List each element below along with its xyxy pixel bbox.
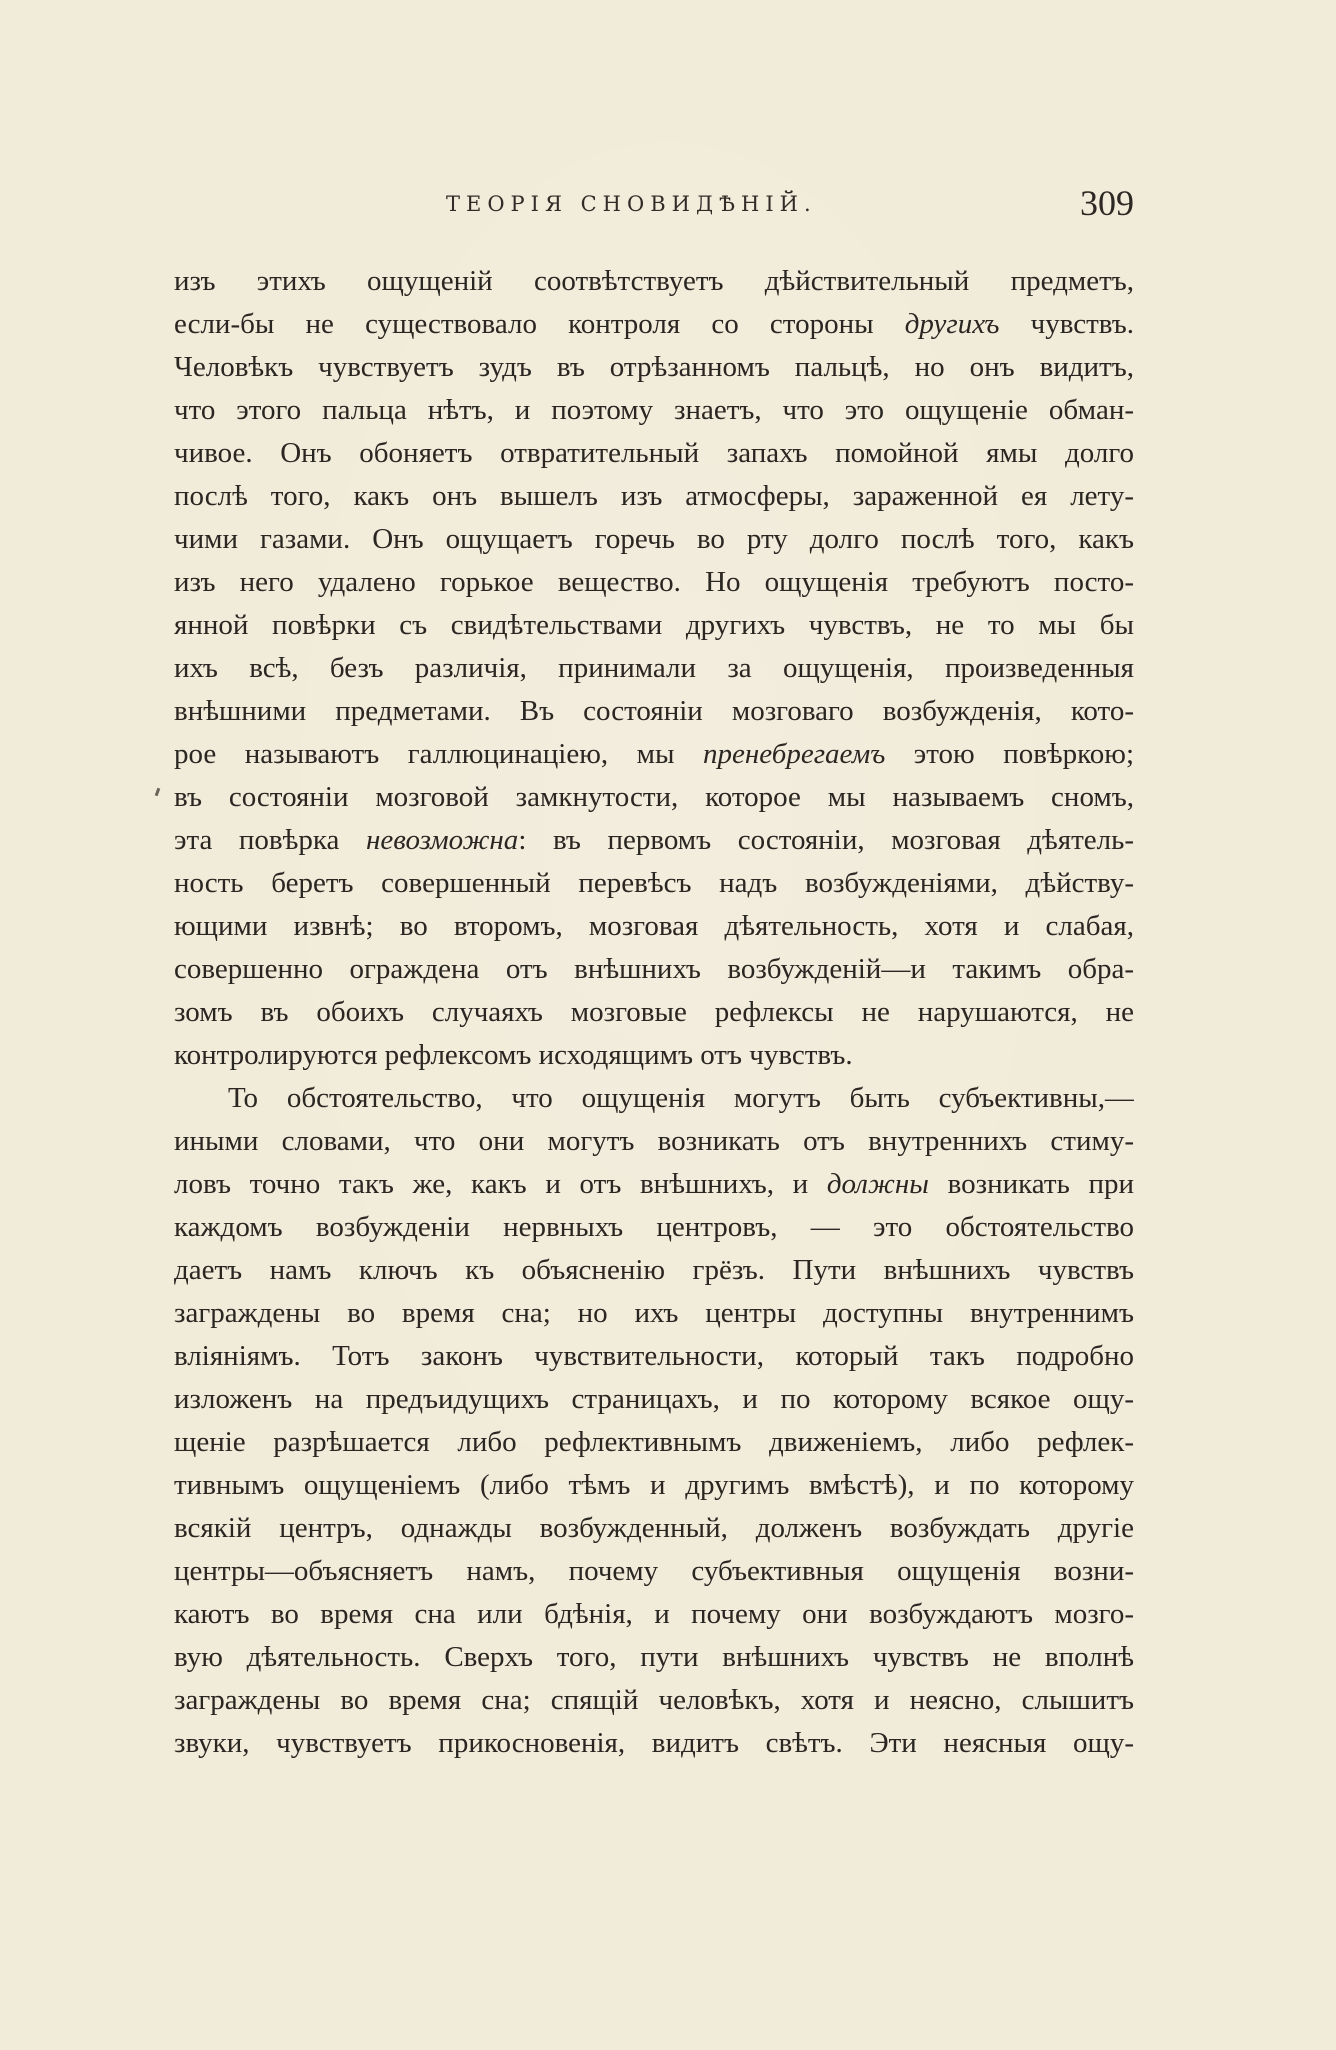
text-line: ловъ точно такъ же, какъ и отъ внѣшнихъ, и должны возникать при bbox=[174, 1168, 1134, 1200]
text-line: послѣ того, какъ онъ вышелъ изъ атмосферы, зараженной ея лету- bbox=[174, 480, 1134, 512]
paragraph-2 bbox=[174, 1077, 1134, 1765]
text-line: чими газами. Онъ ощущаетъ горечь во рту долго послѣ того, какъ bbox=[174, 523, 1134, 555]
text-line: всякій центръ, однажды возбужденный, долженъ возбуждать другіе bbox=[174, 1512, 1134, 1544]
text-line: каютъ во время сна или бдѣнія, и почему они возбуждаютъ мозго- bbox=[174, 1598, 1134, 1630]
text-line: вую дѣятельность. Сверхъ того, пути внѣшнихъ чувствъ не вполнѣ bbox=[174, 1641, 1134, 1673]
ink-speck bbox=[155, 788, 161, 797]
text-line: даетъ намъ ключъ къ объясненію грёзъ. Пути внѣшнихъ чувствъ bbox=[174, 1254, 1134, 1286]
text-line: изъ него удалено горькое вещество. Но ощущенія требуютъ посто- bbox=[174, 566, 1134, 598]
text-line: въ состояніи мозговой замкнутости, которое мы называемъ сномъ, bbox=[174, 781, 1134, 813]
page-header bbox=[174, 182, 1134, 226]
text-line: если-бы не существовало контроля со стороны другихъ чувствъ. bbox=[174, 308, 1134, 340]
text-line: рое называютъ галлюцинаціею, мы пренебрегаемъ этою повѣркою; bbox=[174, 738, 1134, 770]
text-line: щеніе разрѣшается либо рефлективнымъ движеніемъ, либо рефлек- bbox=[174, 1426, 1134, 1458]
text-line: ность беретъ совершенный перевѣсъ надъ возбужденіями, дѣйству- bbox=[174, 867, 1134, 899]
text-line: внѣшними предметами. Въ состояніи мозговаго возбужденія, кото- bbox=[174, 695, 1134, 727]
text-line: иными словами, что они могутъ возникать отъ внутреннихъ стиму- bbox=[174, 1125, 1134, 1157]
italic-emphasis: невозможна bbox=[365, 824, 519, 856]
text-line: ющими извнѣ; во второмъ, мозговая дѣятельность, хотя и слабая, bbox=[174, 910, 1134, 942]
text-line: совершенно ограждена отъ внѣшнихъ возбужденій—и такимъ обра- bbox=[174, 953, 1134, 985]
text-line: контролируются рефлексомъ исходящимъ отъ чувствъ. bbox=[174, 1039, 853, 1071]
text-line: янной повѣрки съ свидѣтельствами другихъ чувствъ, не то мы бы bbox=[174, 609, 1134, 641]
text-line: Человѣкъ чувствуетъ зудъ въ отрѣзанномъ пальцѣ, но онъ видитъ, bbox=[174, 351, 1134, 383]
italic-emphasis: другихъ bbox=[904, 308, 1000, 340]
text-line: изложенъ на предъидущихъ страницахъ, и по которому всякое ощу- bbox=[174, 1383, 1134, 1415]
text-line: изъ этихъ ощущеній соотвѣтствуетъ дѣйствительный предметъ, bbox=[174, 265, 1134, 297]
running-title: ТЕОРІЯ СНОВИДѢНІЙ. bbox=[446, 192, 817, 216]
text-line: вліяніямъ. Тотъ законъ чувствительности, который такъ подробно bbox=[174, 1340, 1134, 1372]
text-line: каждомъ возбужденіи нервныхъ центровъ, — это обстоятельство bbox=[174, 1211, 1134, 1243]
text-line: ихъ всѣ, безъ различія, принимали за ощущенія, произведенныя bbox=[174, 652, 1134, 684]
text-line: звуки, чувствуетъ прикосновенія, видитъ свѣтъ. Эти неясныя ощу- bbox=[174, 1727, 1134, 1759]
text-line: чивое. Онъ обоняетъ отвратительный запахъ помойной ямы долго bbox=[174, 437, 1134, 469]
text-line: центры—объясняетъ намъ, почему субъективныя ощущенія возни- bbox=[174, 1555, 1134, 1587]
text-line: заграждены во время сна; но ихъ центры доступны внутреннимъ bbox=[174, 1297, 1134, 1329]
body-text bbox=[174, 260, 1134, 1765]
italic-emphasis: пренебрегаемъ bbox=[703, 738, 886, 770]
text-line: что этого пальца нѣтъ, и поэтому знаетъ, что это ощущеніе обман- bbox=[174, 394, 1134, 426]
paragraph-1 bbox=[174, 260, 1134, 1077]
text-line: эта повѣрка невозможна: въ первомъ состояніи, мозговая дѣятель- bbox=[174, 824, 1134, 856]
text-line: То обстоятельство, что ощущенія могутъ быть субъективны,— bbox=[228, 1082, 1134, 1114]
text-line: зомъ въ обоихъ случаяхъ мозговые рефлексы не нарушаются, не bbox=[174, 996, 1134, 1028]
text-line: заграждены во время сна; спящій человѣкъ, хотя и неясно, слышитъ bbox=[174, 1684, 1134, 1716]
text-line: тивнымъ ощущеніемъ (либо тѣмъ и другимъ вмѣстѣ), и по которому bbox=[174, 1469, 1134, 1501]
page-number: 309 bbox=[1080, 183, 1134, 223]
italic-emphasis: должны bbox=[826, 1168, 929, 1200]
